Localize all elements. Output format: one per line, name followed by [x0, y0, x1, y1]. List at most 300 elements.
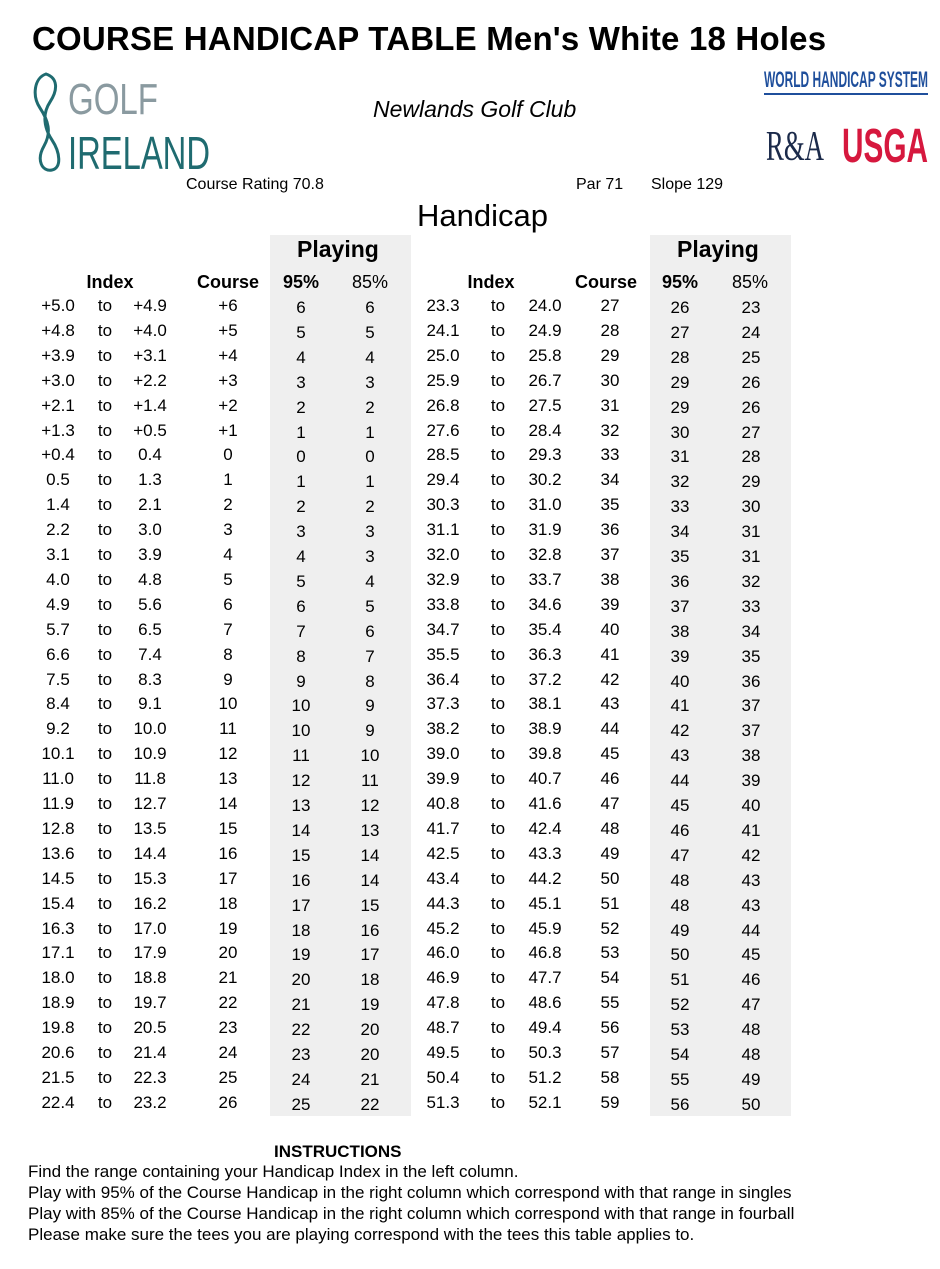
playing-95-right: 49	[670, 920, 690, 940]
index-thru-left: 1.3	[138, 470, 162, 490]
index-thru-left: 0.4	[138, 445, 162, 465]
playing-95-left: 25	[291, 1094, 311, 1114]
index-thru-right: 30.2	[528, 470, 562, 490]
course-handicap-left: 0	[223, 445, 233, 465]
playing-85-left: 6	[365, 621, 375, 641]
index-to-right: to	[490, 818, 506, 838]
playing-95-left: 10	[291, 721, 311, 741]
playing-85-right: 37	[741, 721, 761, 741]
index-from-right: 46.9	[426, 968, 460, 988]
course-handicap-right: 51	[600, 893, 620, 913]
index-thru-left: 23.2	[133, 1092, 167, 1112]
course-handicap-right: 43	[600, 694, 620, 714]
course-handicap-left: 24	[218, 1043, 238, 1062]
index-from-left: 14.5	[41, 868, 75, 888]
index-to-right: to	[490, 1092, 506, 1112]
index-from-left: +2.1	[41, 395, 75, 415]
playing-85-right: 41	[741, 820, 761, 840]
index-to-right: to	[490, 918, 506, 938]
playing-85-left: 3	[365, 547, 375, 566]
playing-95-right: 34	[670, 522, 690, 542]
course-handicap-right: 56	[600, 1018, 620, 1038]
playing-85-left: 7	[365, 646, 375, 666]
index-to-left: to	[97, 843, 113, 863]
index-thru-right: 34.6	[528, 594, 562, 614]
index-from-left: 18.0	[41, 968, 75, 988]
index-to-left: to	[97, 669, 113, 689]
index-to-left: to	[97, 495, 113, 515]
playing-85-right: 37	[741, 696, 761, 716]
playing-95-right: 54	[670, 1045, 690, 1064]
playing-95-right: 33	[670, 497, 690, 517]
playing-95-right: 42	[670, 721, 690, 741]
index-thru-left: 11.8	[134, 769, 166, 789]
index-header-right: Index	[467, 272, 515, 292]
playing-85-right: 31	[741, 522, 761, 542]
whs-logo	[764, 62, 932, 102]
index-thru-right: 36.3	[528, 644, 562, 664]
playing-85-left: 11	[361, 771, 379, 791]
playing-95-left: 3	[296, 522, 306, 542]
index-from-left: 2.2	[46, 520, 70, 540]
course-handicap-right: 37	[600, 545, 620, 564]
playing-85-left: 0	[365, 447, 375, 467]
index-from-left: 17.1	[41, 943, 75, 963]
index-thru-right: 50.3	[528, 1043, 562, 1062]
index-thru-left: +3.1	[133, 345, 167, 365]
index-from-right: 27.6	[426, 420, 460, 440]
course-handicap-right: 46	[600, 769, 620, 789]
index-thru-left: 6.5	[138, 619, 162, 639]
index-to-left: to	[97, 1018, 113, 1038]
index-thru-right: 46.8	[528, 943, 562, 963]
index-from-right: 41.7	[426, 818, 460, 838]
playing-95-left: 7	[296, 621, 306, 641]
playing-85-left: 15	[360, 895, 380, 915]
index-from-left: 0.5	[46, 470, 70, 490]
golf-ireland-logo	[28, 66, 218, 179]
playing-95-right: 36	[670, 571, 690, 591]
playing-95-left: 2	[296, 497, 306, 517]
index-to-left: to	[97, 719, 113, 739]
playing-85-left: 3	[365, 372, 375, 392]
index-from-right: 30.3	[426, 495, 460, 515]
playing-95-right: 47	[670, 845, 690, 865]
index-to-left: to	[97, 445, 113, 465]
index-from-left: 10.1	[41, 744, 75, 764]
course-handicap-left: 21	[218, 968, 238, 988]
playing-95-left: 2	[296, 397, 306, 417]
index-thru-left: 13.5	[133, 818, 167, 838]
index-from-right: 24.1	[426, 320, 460, 340]
course-handicap-left: 18	[218, 893, 238, 913]
playing-95-left: 8	[296, 646, 306, 666]
course-handicap-right: 42	[600, 669, 620, 689]
index-to-right: to	[490, 644, 506, 664]
course-handicap-right: 30	[600, 370, 620, 390]
index-from-left: +3.9	[41, 345, 75, 365]
index-from-left: +5.0	[41, 296, 75, 315]
index-from-right: 31.1	[426, 520, 460, 540]
playing-95-right: 35	[670, 547, 690, 566]
index-thru-left: 5.6	[138, 594, 162, 614]
playing-95-right: 44	[670, 771, 690, 791]
course-handicap-left: 5	[223, 569, 233, 589]
playing-85-right: 34	[741, 621, 761, 641]
course-handicap-right: 47	[600, 794, 620, 813]
playing-95-left: 5	[296, 322, 306, 342]
index-thru-left: 22.3	[133, 1067, 167, 1087]
index-to-left: to	[97, 968, 113, 988]
playing-95-right: 29	[670, 397, 690, 417]
p85-header-left: 85%	[351, 272, 389, 292]
course-header-right: Course	[574, 272, 637, 292]
playing-85-right: 26	[741, 397, 761, 417]
course-handicap-right: 59	[600, 1092, 620, 1112]
playing-85-right: 50	[741, 1094, 761, 1114]
course-handicap-left: 15	[218, 818, 238, 838]
index-thru-right: 43.3	[528, 843, 562, 863]
course-handicap-left: 1	[223, 470, 233, 490]
playing-85-left: 1	[365, 472, 375, 492]
index-thru-left: 17.0	[133, 918, 167, 938]
index-to-left: to	[97, 644, 113, 664]
playing-95-left: 10	[291, 696, 311, 716]
index-thru-right: 39.8	[528, 744, 562, 764]
index-to-left: to	[97, 943, 113, 963]
index-to-left: to	[97, 320, 113, 340]
index-from-right: 39.0	[426, 744, 460, 764]
index-thru-right: 49.4	[528, 1018, 562, 1038]
index-to-left: to	[97, 569, 113, 589]
index-to-left: to	[97, 470, 113, 490]
playing-95-left: 14	[291, 820, 311, 840]
index-to-left: to	[97, 769, 113, 789]
playing-85-right: 27	[741, 422, 761, 442]
course-handicap-right: 58	[600, 1067, 620, 1087]
playing-95-right: 48	[670, 895, 690, 915]
course-handicap-left: 16	[218, 843, 238, 863]
playing-85-left: 12	[360, 796, 380, 815]
playing-85-left: 16	[360, 920, 380, 940]
playing-header-right: Playing	[677, 236, 759, 262]
course-handicap-left: +3	[218, 370, 238, 390]
playing-95-right: 31	[670, 447, 690, 467]
course-handicap-left: 6	[223, 594, 233, 614]
index-to-right: to	[490, 569, 506, 589]
index-thru-left: 10.9	[133, 744, 167, 764]
index-from-right: 32.9	[426, 569, 460, 589]
index-thru-right: 26.7	[528, 370, 562, 390]
playing-95-left: 22	[291, 1020, 311, 1040]
playing-95-right: 37	[670, 596, 690, 616]
index-to-left: to	[97, 395, 113, 415]
playing-95-left: 12	[291, 771, 311, 791]
index-thru-left: 3.9	[138, 545, 162, 564]
index-thru-left: 20.5	[133, 1018, 167, 1038]
index-to-right: to	[490, 420, 506, 440]
index-thru-left: +2.2	[133, 370, 167, 390]
index-to-left: to	[97, 794, 113, 813]
playing-85-right: 24	[741, 322, 761, 342]
index-from-right: 38.2	[426, 719, 460, 739]
index-from-left: 4.0	[46, 569, 70, 589]
playing-95-right: 38	[670, 621, 690, 641]
index-thru-right: 32.8	[528, 545, 562, 564]
p85-header-right: 85%	[731, 272, 769, 292]
index-thru-right: 31.0	[528, 495, 562, 515]
course-slope: Slope 129	[651, 176, 724, 193]
index-thru-right: 31.9	[528, 520, 562, 540]
index-thru-right: 35.4	[528, 619, 562, 639]
playing-95-left: 19	[291, 945, 311, 965]
playing-85-left: 9	[365, 721, 375, 741]
handicap-heading: Handicap	[417, 198, 548, 233]
playing-95-right: 45	[670, 796, 690, 815]
playing-85-right: 23	[741, 298, 761, 317]
index-from-right: 25.9	[426, 370, 460, 390]
course-handicap-right: 35	[600, 495, 620, 515]
instruction-line: Play with 85% of the Course Handicap in the right column which correspond with that range in fourball	[28, 1204, 795, 1223]
playing-85-right: 42	[741, 845, 761, 865]
index-to-left: to	[97, 694, 113, 714]
index-thru-left: 19.7	[133, 993, 167, 1013]
index-thru-right: 27.5	[528, 395, 562, 415]
playing-85-left: 18	[360, 970, 380, 990]
index-from-left: 22.4	[41, 1092, 75, 1112]
playing-85-left: 5	[365, 596, 375, 616]
index-to-right: to	[490, 1067, 506, 1087]
index-from-right: 49.5	[426, 1043, 460, 1062]
playing-85-right: 43	[741, 895, 761, 915]
playing-95-left: 17	[291, 895, 311, 915]
course-handicap-left: 22	[218, 993, 238, 1013]
playing-85-right: 38	[741, 746, 761, 766]
playing-85-left: 21	[360, 1069, 380, 1089]
index-thru-left: 17.9	[133, 943, 167, 963]
playing-95-left: 6	[296, 596, 306, 616]
usga-logo	[842, 116, 930, 173]
course-handicap-left: 2	[223, 495, 233, 515]
index-to-right: to	[490, 370, 506, 390]
playing-85-left: 2	[365, 397, 375, 417]
playing-85-left: 17	[360, 945, 380, 965]
course-handicap-left: +2	[218, 395, 238, 415]
course-handicap-right: 36	[600, 520, 620, 540]
playing-95-left: 15	[291, 845, 311, 865]
index-to-right: to	[490, 495, 506, 515]
playing-95-left: 4	[296, 347, 306, 367]
playing-85-left: 3	[365, 522, 375, 542]
playing-95-right: 56	[670, 1094, 690, 1114]
index-from-right: 42.5	[426, 843, 460, 863]
index-from-right: 37.3	[426, 694, 460, 714]
index-from-left: 16.3	[41, 918, 75, 938]
index-to-right: to	[490, 320, 506, 340]
course-handicap-left: 8	[223, 644, 233, 664]
course-handicap-right: 57	[600, 1043, 620, 1062]
index-to-left: to	[97, 868, 113, 888]
index-to-right: to	[490, 843, 506, 863]
course-handicap-left: 19	[218, 918, 238, 938]
instruction-line: Please make sure the tees you are playing correspond with the tees this table applies to.	[28, 1225, 695, 1244]
course-handicap-right: 44	[600, 719, 620, 739]
index-thru-right: 52.1	[528, 1092, 562, 1112]
index-thru-right: 38.1	[528, 694, 562, 714]
index-from-left: 11.0	[42, 769, 74, 789]
index-thru-left: 7.4	[138, 644, 162, 664]
index-thru-right: 42.4	[528, 818, 562, 838]
index-to-right: to	[490, 445, 506, 465]
playing-95-left: 6	[296, 298, 306, 317]
index-thru-right: 41.6	[528, 794, 562, 813]
playing-85-left: 4	[365, 571, 375, 591]
index-thru-left: 4.8	[138, 569, 162, 589]
index-to-left: to	[97, 345, 113, 365]
playing-95-left: 13	[291, 796, 311, 815]
index-from-right: 39.9	[426, 769, 460, 789]
index-thru-right: 29.3	[528, 445, 562, 465]
index-to-right: to	[490, 520, 506, 540]
course-handicap-right: 33	[600, 445, 620, 465]
index-to-left: to	[97, 520, 113, 540]
playing-95-left: 11	[292, 746, 310, 766]
playing-95-left: 9	[296, 671, 306, 691]
index-from-left: 19.8	[41, 1018, 75, 1038]
index-to-right: to	[490, 594, 506, 614]
course-handicap-right: 48	[600, 818, 620, 838]
index-to-right: to	[490, 968, 506, 988]
playing-85-right: 36	[741, 671, 761, 691]
index-to-right: to	[490, 619, 506, 639]
index-from-right: 26.8	[426, 395, 460, 415]
index-thru-left: 15.3	[133, 868, 167, 888]
index-to-right: to	[490, 868, 506, 888]
playing-85-right: 30	[741, 497, 761, 517]
course-handicap-right: 45	[600, 744, 620, 764]
index-from-left: 11.9	[42, 794, 74, 813]
playing-85-left: 9	[365, 696, 375, 716]
index-from-left: +1.3	[41, 420, 75, 440]
course-handicap-left: 26	[218, 1092, 238, 1112]
playing-85-left: 20	[360, 1045, 380, 1064]
playing-95-left: 24	[291, 1069, 311, 1089]
index-to-left: to	[97, 1043, 113, 1062]
course-handicap-right: 27	[600, 296, 620, 315]
course-handicap-right: 40	[600, 619, 620, 639]
course-handicap-left: +5	[218, 320, 238, 340]
index-from-right: 43.4	[426, 868, 460, 888]
playing-95-right: 52	[670, 995, 690, 1015]
course-handicap-right: 52	[600, 918, 620, 938]
playing-header-left: Playing	[297, 236, 379, 262]
playing-95-left: 1	[296, 472, 306, 492]
index-from-left: 12.8	[41, 818, 75, 838]
course-handicap-left: 25	[218, 1067, 238, 1087]
playing-85-right: 48	[741, 1045, 761, 1064]
index-thru-left: 12.7	[133, 794, 167, 813]
index-to-right: to	[490, 470, 506, 490]
index-to-right: to	[490, 1043, 506, 1062]
instructions-title: INSTRUCTIONS	[274, 1142, 402, 1161]
playing-85-right: 32	[741, 571, 761, 591]
course-handicap-right: 53	[600, 943, 620, 963]
index-to-left: to	[97, 420, 113, 440]
index-thru-right: 24.9	[528, 320, 562, 340]
course-handicap-left: 9	[223, 669, 233, 689]
index-thru-right: 24.0	[528, 296, 562, 315]
playing-95-right: 53	[670, 1020, 690, 1040]
index-from-left: +3.0	[41, 370, 75, 390]
index-from-right: 28.5	[426, 445, 460, 465]
playing-95-right: 55	[670, 1069, 690, 1089]
index-to-right: to	[490, 296, 506, 315]
index-thru-right: 45.9	[528, 918, 562, 938]
playing-95-right: 43	[670, 746, 690, 766]
index-to-right: to	[490, 395, 506, 415]
golf-ireland-logo-text-2: IRELAND	[68, 127, 210, 179]
index-from-left: +0.4	[41, 445, 75, 465]
instruction-line: Play with 95% of the Course Handicap in the right column which correspond with that range in singles	[28, 1183, 792, 1202]
playing-95-right: 41	[670, 696, 690, 716]
playing-85-left: 2	[365, 497, 375, 517]
index-to-right: to	[490, 993, 506, 1013]
index-thru-left: +0.5	[133, 420, 167, 440]
index-thru-left: 2.1	[138, 495, 162, 515]
playing-95-right: 50	[670, 945, 690, 965]
index-thru-left: 14.4	[133, 843, 167, 863]
index-from-right: 40.8	[426, 794, 460, 813]
playing-85-left: 20	[360, 1020, 380, 1040]
playing-95-right: 46	[670, 820, 690, 840]
index-to-right: to	[490, 744, 506, 764]
index-thru-left: +1.4	[133, 395, 167, 415]
index-thru-left: 3.0	[138, 520, 162, 540]
course-handicap-right: 55	[600, 993, 620, 1013]
index-from-right: 25.0	[426, 345, 460, 365]
index-to-left: to	[97, 594, 113, 614]
course-handicap-left: 7	[223, 619, 233, 639]
playing-95-left: 1	[296, 422, 306, 442]
index-thru-right: 28.4	[528, 420, 562, 440]
playing-95-right: 40	[670, 671, 690, 691]
playing-95-left: 21	[291, 995, 311, 1015]
playing-95-left: 4	[296, 547, 306, 566]
course-par: Par 71	[576, 176, 624, 193]
index-from-right: 34.7	[426, 619, 460, 639]
playing-85-right: 49	[741, 1069, 761, 1089]
index-from-left: 8.4	[46, 694, 70, 714]
whs-logo-text: WORLD HANDICAP SYSTEM	[764, 67, 928, 92]
index-thru-left: +4.0	[133, 320, 167, 340]
index-thru-left: 8.3	[138, 669, 162, 689]
page-title: COURSE HANDICAP TABLE Men's White 18 Holes	[32, 20, 827, 57]
playing-95-right: 27	[670, 322, 690, 342]
index-from-left: +4.8	[41, 320, 75, 340]
index-from-right: 35.5	[426, 644, 460, 664]
index-from-left: 1.4	[46, 495, 70, 515]
index-thru-left: 18.8	[133, 968, 167, 988]
index-from-left: 20.6	[41, 1043, 75, 1062]
index-from-right: 44.3	[426, 893, 460, 913]
playing-95-right: 51	[670, 970, 690, 990]
index-thru-left: +4.9	[133, 296, 167, 315]
course-handicap-left: 10	[218, 694, 238, 714]
index-to-right: to	[490, 694, 506, 714]
playing-85-left: 10	[360, 746, 380, 766]
course-rating: Course Rating 70.8	[186, 176, 324, 193]
playing-85-right: 39	[741, 771, 761, 791]
